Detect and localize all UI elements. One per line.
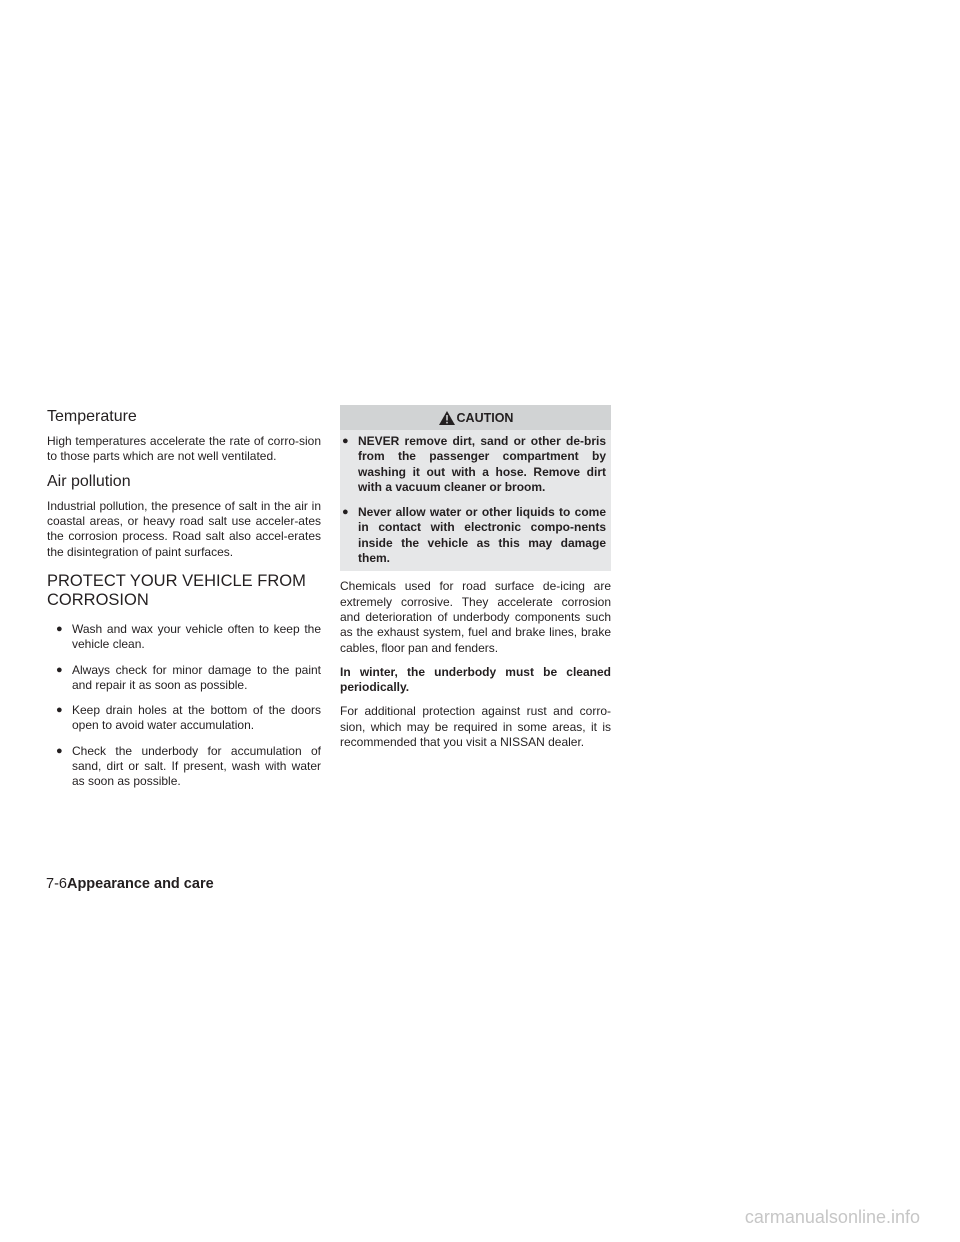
- left-column: [47, 400, 321, 800]
- chemicals-text: Chemicals used for road surface de-icing are extremely corrosive. They accelerate corrosion and deterioration of underbody components such as the exhaust system, fuel and brake lines, brake cables, floor pan and fenders.: [340, 579, 611, 655]
- caution-text: Never allow water or other liquids to come in contact with electronic compo-nents inside the vehicle as this may damage them.: [358, 505, 606, 566]
- bullet-icon: ●: [342, 506, 349, 519]
- protect-bullet-list: [47, 622, 321, 790]
- bullet-icon: ●: [56, 744, 63, 757]
- bullet-icon: ●: [56, 663, 63, 676]
- caution-header: [340, 405, 611, 430]
- air-pollution-heading: Air pollution: [47, 473, 131, 491]
- page-footer: [46, 876, 214, 892]
- right-column: [340, 400, 611, 759]
- bullet-icon: ●: [342, 435, 349, 447]
- list-item: [340, 434, 606, 495]
- bullet-icon: ●: [56, 622, 63, 635]
- protect-heading: PROTECT YOUR VEHICLE FROM CORROSION: [47, 571, 306, 609]
- additional-text: For additional protection against rust and corro-sion, which may be required in some areas, it is recommended that you visit a NISSAN dealer.: [340, 704, 611, 750]
- watermark: carmanualsonline.info: [744, 1207, 920, 1227]
- bullet-text: Always check for minor damage to the paint and repair it as soon as possible.: [72, 662, 321, 692]
- caution-label: CAUTION: [456, 410, 514, 425]
- bullet-icon: ●: [56, 704, 63, 717]
- temperature-text: High temperatures accelerate the rate of corro-sion to those parts which are not well ventilated.: [47, 433, 321, 463]
- bullet-text: Keep drain holes at the bottom of the doors open to avoid water accumulation.: [72, 703, 321, 733]
- page-number: 7-6: [46, 876, 67, 892]
- caution-box: [340, 405, 611, 571]
- list-item: [47, 703, 321, 734]
- bullet-text: Check the underbody for accumulation of sand, dirt or salt. If present, wash with water as soon as possible.: [72, 743, 321, 789]
- caution-text: NEVER remove dirt, sand or other de-bris from the passenger compartment by washing it out with a hose. Remove dirt with a vacuum cleaner or broom.: [358, 434, 606, 494]
- list-item: [47, 663, 321, 694]
- warning-triangle-icon: [438, 410, 456, 426]
- air-pollution-text: Industrial pollution, the presence of salt in the air in coastal areas, or heavy road salt use acceler-ates the corrosion process. Road salt also accel-erates the disintegration of paint surfaces.: [47, 498, 321, 559]
- list-item: [340, 505, 606, 566]
- list-item: [47, 622, 321, 653]
- winter-text: In winter, the underbody must be cleaned periodically.: [340, 664, 611, 695]
- section-title: Appearance and care: [66, 876, 214, 892]
- bullet-text: Wash and wax your vehicle often to keep the vehicle clean.: [72, 621, 321, 652]
- caution-list: [340, 430, 611, 571]
- temperature-heading: Temperature: [47, 408, 137, 425]
- list-item: [47, 744, 321, 790]
